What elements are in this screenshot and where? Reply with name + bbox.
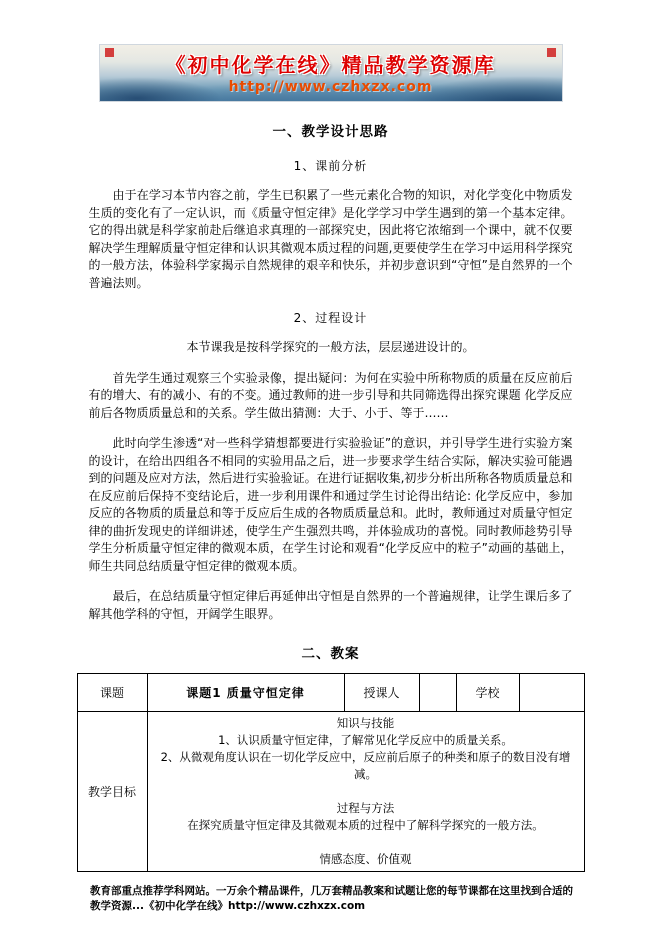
paragraph-inquiry-process: 此时向学生渗透“对一些科学猜想都要进行实验验证”的意识，并引导学生进行实验方案的设计，在给出四组各不相同的实验用品之后，进一步要求学生结合实际，解决实验可能遇到的问题及应对方法，然后进行实验验证。在进行证据收集,初步分析出所称各物质质量总和在反应前后保持不变结论后，进一步利用课件和通过学生讨论得出结论: 化学反应中，参加反应的各物质的质量总和等于反应后生成的各物质质量总和。此时，教师通过对质量守恒定律的曲折发现史的详细讲述，使学生产生强烈共鸣，并体验成功的喜悦。同时教师趁势引导学生分析质量守恒定律的微观本质，在学生讨论和观看“化学反应中的粒子”动画的基础上，师生共同总结质量守恒定律的微观本质。: [88, 436, 573, 573]
cell-goals-content: [147, 712, 584, 872]
site-banner: [100, 45, 562, 101]
paragraph-process-overview: 本节课我是按科学探究的一般方法，层层递进设计的。: [186, 340, 475, 354]
table-row: [77, 674, 584, 712]
footer-line-1: 教育部重点推荐学科网站。一万余个精品课件，几万套精品教案和试题让您的每节课都在这里找到合适的: [90, 885, 573, 897]
seal-icon: [105, 48, 114, 57]
banner-url-link[interactable]: http://www.czhxzx.com: [228, 79, 433, 95]
cell-topic-value: 课题1 质量守恒定律: [147, 674, 344, 712]
banner-title: 《初中化学在线》精品教学资源库: [165, 53, 496, 77]
section-heading-lesson-plan: 二、教案: [301, 646, 360, 662]
paragraph-conclusion: 最后，在总结质量守恒定律后再延伸出守恒是自然界的一个普遍规律，让学生课后多了解其他学科的守恒，开阔学生眼界。: [88, 589, 573, 621]
page-footer: [90, 884, 580, 913]
cell-instructor-label: 授课人: [344, 674, 419, 712]
goal-item-1: 1、认识质量守恒定律，了解常见化学反应中的质量关系。: [218, 733, 513, 747]
section-heading-design: 一、教学设计思路: [272, 124, 389, 140]
lesson-plan-table: [77, 673, 585, 872]
subheading-process-design: 2、过程设计: [293, 311, 368, 325]
seal-icon: [547, 48, 556, 57]
goal-process-heading: 过程与方法: [336, 801, 395, 815]
paragraph-pre-analysis: 由于在学习本节内容之前，学生已积累了一些元素化合物的知识，对化学变化中物质发生质的变化有了一定认识，而《质量守恒定律》是化学学习中学生遇到的第一个基本定律。它的得出就是科学家前赴后继追求真理的一部探究史，因此将它浓缩到一个课中，就不仅要解决学生理解质量守恒定律和认识其微观本质过程的问题,更要使学生在学习中运用科学探究的一般方法，体验科学家揭示自然规律的艰辛和快乐，并初步意识到“守恒”是自然界的一个普遍法则。: [88, 188, 573, 290]
cell-goals-label: 教学目标: [77, 712, 147, 872]
table-row: [77, 712, 584, 872]
goal-knowledge-heading: 知识与技能: [336, 716, 395, 730]
subheading-pre-class-analysis: 1、课前分析: [293, 159, 368, 173]
footer-line-2: [90, 899, 580, 914]
cell-school-value: [519, 674, 584, 712]
document-body: [89, 120, 573, 662]
cell-instructor-value: [419, 674, 456, 712]
goal-process-text: 在探究质量守恒定律及其微观本质的过程中了解科学探究的一般方法。: [187, 818, 544, 832]
cell-school-label: 学校: [456, 674, 519, 712]
footer-url-link[interactable]: http://www.czhxzx.com: [227, 899, 366, 912]
footer-line-2-text: 教学资源...《初中化学在线》: [90, 899, 228, 912]
paragraph-experiment-videos: 首先学生通过观察三个实验录像，提出疑问：为何在实验中所称物质的质量在反应前后有的增大、有的减小、有的不变。通过教师的进一步引导和共同筛选得出探究课题 化学反应前后各物质质量总和的关系。学生做出猜测：大于、小于、等于……: [88, 370, 573, 420]
goal-item-2: 2、从微观角度认识在一切化学反应中，反应前后原子的种类和原子的数目没有增减。: [160, 750, 571, 781]
cell-topic-label: 课题: [77, 674, 147, 712]
goal-emotion-heading: 情感态度、价值观: [319, 852, 412, 866]
